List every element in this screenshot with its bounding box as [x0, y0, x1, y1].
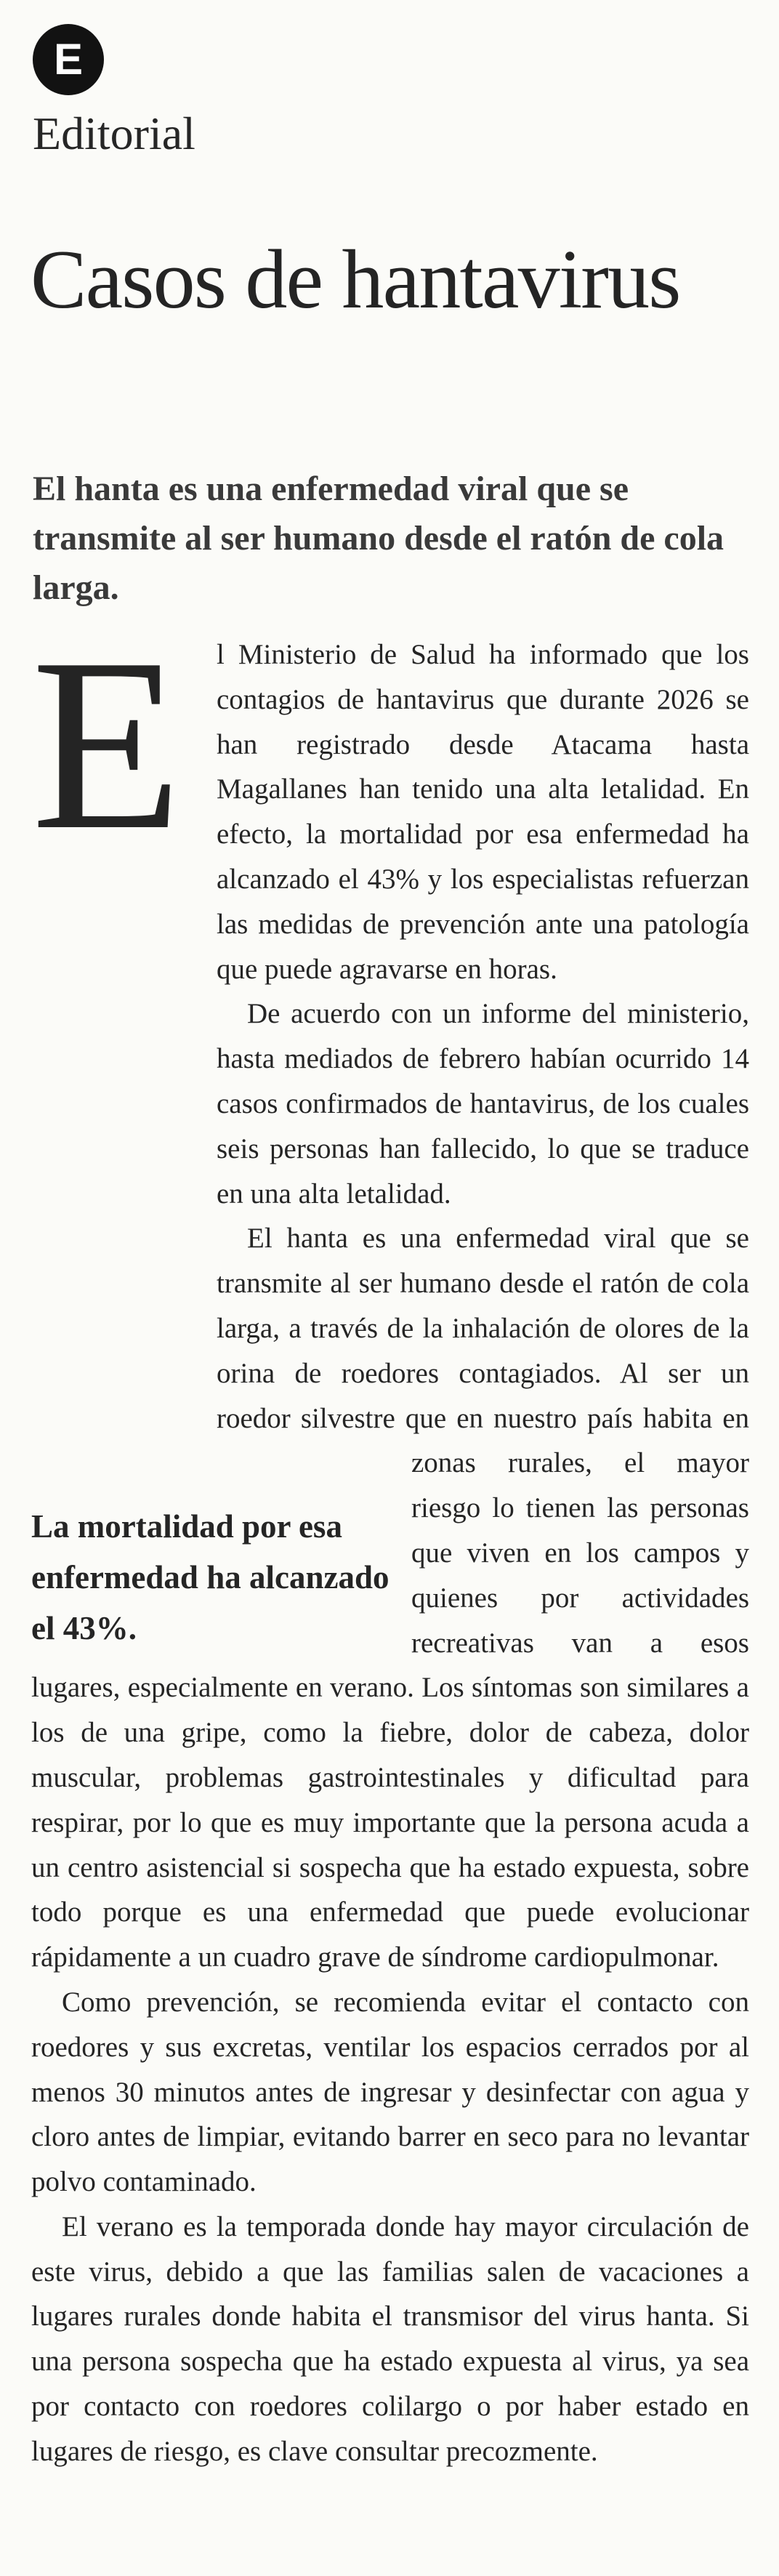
page-title: Casos de hantavirus	[31, 233, 680, 326]
article-deck: El hanta es una enfermedad viral que se transmite al ser humano desde el ratón de cola larga.	[33, 470, 724, 607]
article-paragraph-3: El hanta es una enfermedad viral que se transmite al ser humano desde el ratón de cola larga, a través de la inhalación de olores de la orina de roedores contagiados. Al ser un roedor silvestre que en nuestro país habita en zonas rurales, el mayor riesgo lo tienen las personas que viven en los campos y quienes por actividades recreativas van a esos lugares, especialmente en verano. Los síntomas son similares a los de una gripe, como la fiebre, dolor de cabeza, dolor muscular, problemas gastrointestinales y dificultad para respirar, por lo que es muy importante que la persona acuda a un centro asistencial si sospecha que ha estado expuesta, sobre todo porque es una enfermedad que puede evolucionar rápidamente a un cuadro grave de síndrome cardiopulmonar.	[31, 1223, 749, 1973]
article-paragraph-5: El verano es la temporada donde hay mayor circulación de este virus, debido a que las familias salen de vacaciones a lugares rurales donde habita el transmisor del virus hanta. Si una persona sospecha que ha estado expuesta al virus, ya sea por contacto con roedores colilargo o por haber estado en lugares de riesgo, es clave consultar precozmente.	[31, 2210, 749, 2467]
pull-quote: La mortalidad por esa enfermedad ha alcanzado el 43%.	[31, 1508, 390, 1646]
newspaper-logo-badge	[33, 24, 104, 95]
article-paragraph-4: Como prevención, se recomienda evitar el contacto con roedores y sus excretas, ventilar los espacios cerrados por al menos 30 minutos antes de ingresar y desinfectar con agua y cloro antes de limpiar, evitando barrer en seco para no levantar polvo contaminado.	[31, 1986, 749, 2198]
logo-letter: E	[53, 35, 84, 84]
drop-cap: E	[31, 659, 182, 853]
article-paragraph-1: l Ministerio de Salud ha informado que los contagios de hantavirus que durante 2026 se han registrado desde Atacama hasta Magallanes han tenido una alta letalidad. En efecto, la mortalidad por esa enfermedad ha alcanzado el 43% y los especialistas refuerzan las medidas de prevención ante una patología que puede agravarse en horas.	[217, 639, 749, 985]
section-label: Editorial	[33, 108, 195, 159]
article-body	[31, 632, 749, 2474]
article-paragraph-2: De acuerdo con un informe del ministerio, hasta mediados de febrero habían ocurrido 14 casos confirmados de hantavirus, de los cuales seis personas han fallecido, lo que se traduce en una alta letalidad.	[217, 998, 749, 1209]
